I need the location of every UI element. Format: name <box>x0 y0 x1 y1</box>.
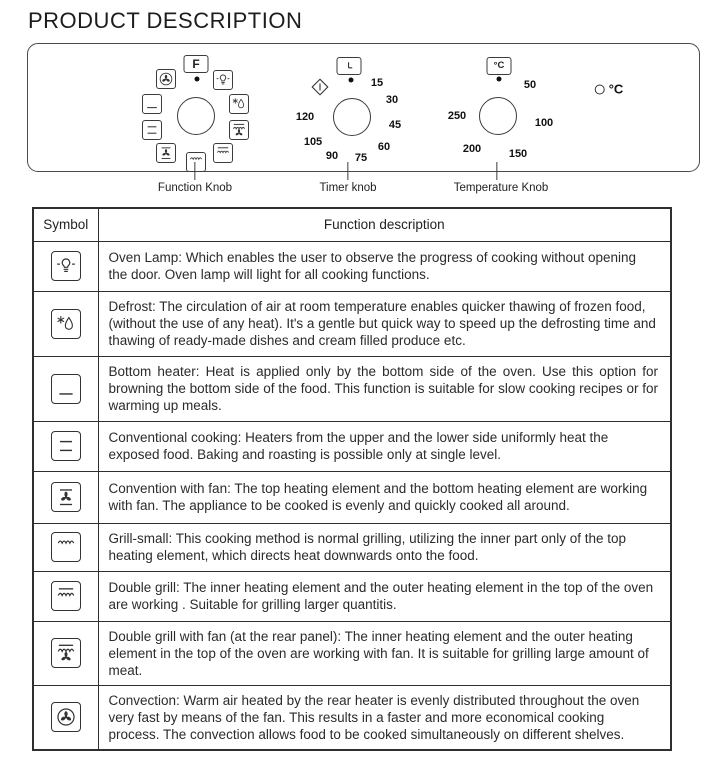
timer-scale-120: 120 <box>295 111 315 123</box>
double-grill-fan-icon <box>51 638 81 668</box>
timer-scale-90: 90 <box>325 150 339 162</box>
bottom-heater-icon <box>51 374 81 404</box>
temperature-knob <box>479 97 517 135</box>
function-description: Grill-small: This cooking method is normal grilling, utilizing the inner part only of the top heating element, which directs heat downwards onto the food. <box>108 531 626 563</box>
timer-knob-callout-line <box>347 162 348 180</box>
oven-lamp-icon <box>51 251 81 281</box>
temperature-knob-callout-line <box>496 162 497 180</box>
grill-small-icon <box>186 152 206 172</box>
timer-scale-105: 105 <box>303 136 323 148</box>
timer-scale-75: 75 <box>354 152 368 164</box>
convection-icon <box>51 702 81 732</box>
table-row <box>33 523 671 571</box>
temperature-knob-label: Temperature Knob <box>453 182 549 194</box>
double-grill-icon <box>213 143 233 163</box>
symbol-column-header: Symbol <box>33 208 98 241</box>
timer-knob-label: Timer knob <box>319 182 377 194</box>
timer-scale-15: 15 <box>370 77 384 89</box>
temp-scale-150: 150 <box>508 148 528 160</box>
convection-icon <box>156 69 176 89</box>
bottom-heater-icon <box>142 94 162 114</box>
function-description: Convention with fan: The top heating element and the bottom heating element are working with fan. The appliance to be cooked is evenly and quickly cooked all around. <box>108 481 648 513</box>
defrost-icon <box>229 94 249 114</box>
oven-lamp-icon <box>213 70 233 90</box>
temp-scale-250: 250 <box>447 110 467 122</box>
indicator-light-icon <box>595 84 605 94</box>
table-row <box>33 471 671 523</box>
thermostat-indicator <box>595 82 624 97</box>
function-knob-callout-line <box>194 162 195 180</box>
defrost-icon <box>51 309 81 339</box>
conventional-icon <box>51 431 81 461</box>
temp-scale-100: 100 <box>534 117 554 129</box>
temperature-indicator-label: °C <box>493 60 505 72</box>
table-row <box>33 421 671 471</box>
temperature-indicator-box <box>487 57 512 75</box>
temperature-knob-pointer-dot <box>497 77 502 82</box>
table-row <box>33 291 671 356</box>
function-description: Conventional cooking: Heaters from the upper and the lower side uniformly heat the exposed food. Baking and roasting is possible only at single level. <box>108 430 609 462</box>
table-row <box>33 571 671 621</box>
function-description: Double grill: The inner heating element and the outer heating element in the top of the oven are working . Suitable for grilling larger quantitis. <box>108 580 654 612</box>
double-grill-icon <box>51 581 81 611</box>
function-indicator-box <box>184 55 209 73</box>
function-indicator-label: F <box>192 57 200 71</box>
convection-fan-icon <box>51 482 81 512</box>
temp-scale-200: 200 <box>462 143 482 155</box>
manual-mode-icon <box>310 77 330 97</box>
temp-scale-50: 50 <box>523 79 537 91</box>
table-row <box>33 241 671 291</box>
function-description: Bottom heater: Heat is applied only by the bottom side of the oven. Use this option for browning the bottom side of the food. This function is suitable for slow cooking recipes or for warming up meals. <box>108 364 658 413</box>
table-row <box>33 621 671 685</box>
function-description: Convection: Warm air heated by the rear heater is evenly distributed throughout the oven very fast by means of the fan. This results in a faster and more economical cooking process. The convection allows food to be cooked simultaneously on different shelves. <box>108 692 640 742</box>
timer-knob-pointer-dot <box>349 78 354 83</box>
control-panel <box>27 43 700 172</box>
description-column-header: Function description <box>98 208 671 241</box>
table-row <box>33 685 671 750</box>
table-row <box>33 356 671 421</box>
timer-clock-icon <box>337 57 362 75</box>
double-grill-fan-icon <box>229 120 249 140</box>
function-table <box>32 207 672 751</box>
function-description: Oven Lamp: Which enables the user to observe the progress of cooking without opening the door. Oven lamp will light for all cooking functions. <box>108 250 637 282</box>
indicator-light-label: °C <box>608 81 624 97</box>
function-description: Double grill with fan (at the rear panel): The inner heating element and the outer heating element in the top of the oven are working with fan. It is suitable for grilling large amount of meat. <box>108 628 649 678</box>
timer-scale-45: 45 <box>388 119 402 131</box>
table-header-row <box>33 208 671 241</box>
function-description: Defrost: The circulation of air at room temperature enables quicker thawing of frozen food, (without the use of any heat). It's a gentle but quick way to speed up the defrosting time and thawing of ready-made dishes and cream filled produce etc. <box>108 299 656 348</box>
convection-fan-icon <box>156 143 176 163</box>
timer-knob <box>333 98 371 136</box>
function-knob-label: Function Knob <box>157 182 233 194</box>
grill-small-icon <box>51 532 81 562</box>
function-knob <box>177 97 215 135</box>
conventional-icon <box>142 120 162 140</box>
timer-scale-60: 60 <box>377 141 391 153</box>
function-knob-pointer-dot <box>195 77 200 82</box>
timer-scale-30: 30 <box>385 94 399 106</box>
page-title: PRODUCT DESCRIPTION <box>28 8 303 33</box>
